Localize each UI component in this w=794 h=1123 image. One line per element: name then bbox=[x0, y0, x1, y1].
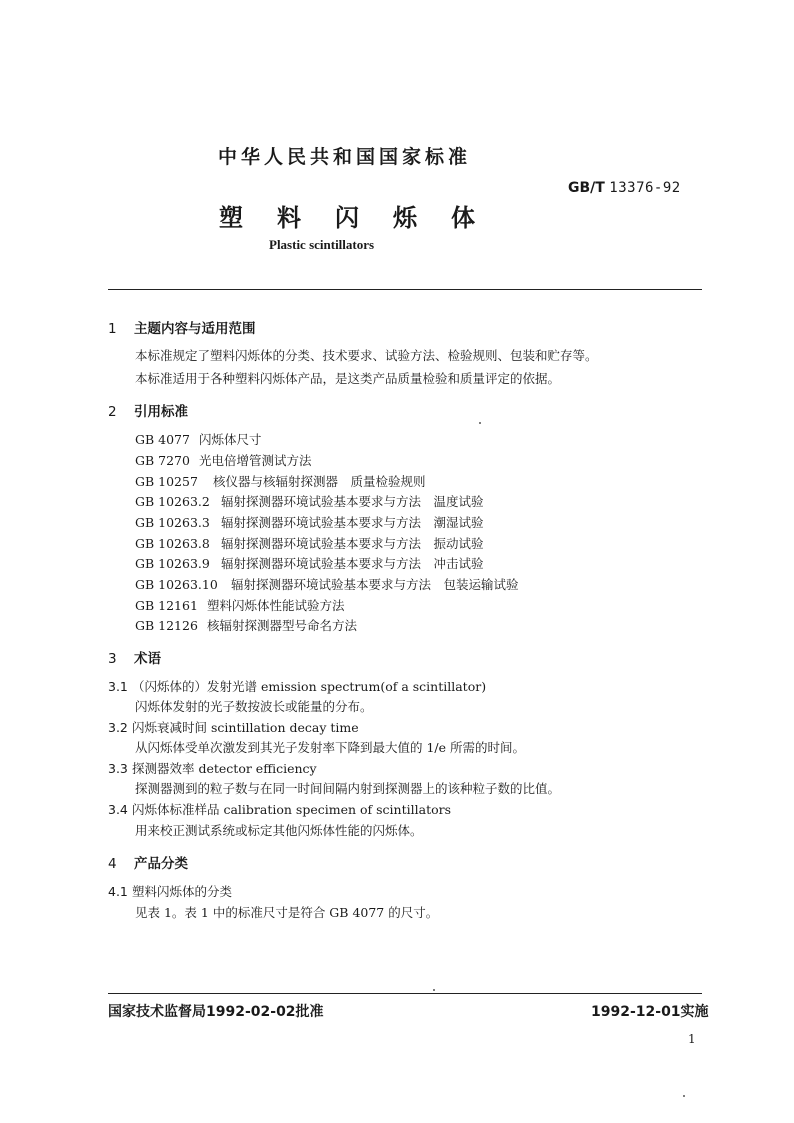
reference-title: 辐射探测器环境试验基本要求与方法 冲击试验 bbox=[221, 556, 484, 571]
term-number: 3.3 bbox=[108, 761, 128, 776]
reference-title: 辐射探测器环境试验基本要求与方法 潮湿试验 bbox=[221, 515, 484, 530]
standard-prefix: GB/T bbox=[568, 180, 605, 196]
reference-item bbox=[135, 596, 345, 614]
term-name: （闪烁体的）发射光谱 emission spectrum(of a scintillator) bbox=[132, 679, 487, 694]
section-title: 主题内容与适用范围 bbox=[134, 321, 256, 337]
section-number: 4 bbox=[108, 856, 117, 872]
reference-code: GB 7270 bbox=[135, 453, 190, 468]
reference-code: GB 10257 bbox=[135, 474, 198, 489]
term-name: 闪烁衰减时间 scintillation decay time bbox=[132, 720, 359, 735]
section-number: 3 bbox=[108, 651, 117, 667]
reference-title: 辐射探测器环境试验基本要求与方法 温度试验 bbox=[221, 494, 484, 509]
reference-item bbox=[135, 430, 262, 448]
term-heading bbox=[108, 677, 486, 695]
term-number: 3.4 bbox=[108, 802, 128, 817]
document-title-en: Plastic scintillators bbox=[269, 237, 375, 252]
reference-code: GB 10263.2 bbox=[135, 494, 210, 509]
reference-item bbox=[135, 554, 484, 572]
reference-code: GB 12126 bbox=[135, 618, 198, 633]
reference-title: 塑料闪烁体性能试验方法 bbox=[207, 598, 345, 613]
approval-date: 国家技术监督局1992-02-02批准 bbox=[108, 1004, 324, 1020]
page-number: 1 bbox=[688, 1032, 696, 1046]
paragraph: 本标准规定了塑料闪烁体的分类、技术要求、试验方法、检验规则、包装和贮存等。 bbox=[135, 348, 598, 363]
section-title: 引用标准 bbox=[134, 404, 188, 420]
section-title: 术语 bbox=[134, 651, 161, 667]
subsection-number: 4.1 bbox=[108, 884, 128, 899]
term-definition: 闪烁体发射的光子数按波长或能量的分布。 bbox=[135, 699, 373, 714]
scan-speck bbox=[433, 989, 435, 991]
document-title-cn: 塑料闪烁体 bbox=[219, 204, 509, 232]
footer-divider bbox=[108, 993, 702, 994]
reference-item bbox=[135, 492, 484, 510]
term-definition: 从闪烁体受单次激发到其光子发射率下降到最大值的 1/e 所需的时间。 bbox=[135, 740, 526, 755]
reference-title: 核辐射探测器型号命名方法 bbox=[207, 618, 358, 633]
reference-code: GB 12161 bbox=[135, 598, 198, 613]
paragraph: 本标准适用于各种塑料闪烁体产品，是这类产品质量检验和质量评定的依据。 bbox=[135, 371, 561, 386]
reference-code: GB 10263.10 bbox=[135, 577, 218, 592]
term-heading bbox=[108, 800, 451, 818]
subsection-title: 塑料闪烁体的分类 bbox=[132, 884, 233, 899]
reference-item bbox=[135, 616, 357, 634]
section-number: 2 bbox=[108, 404, 117, 420]
section-3-heading bbox=[108, 647, 161, 667]
reference-code: GB 10263.9 bbox=[135, 556, 210, 571]
term-definition: 探测器测到的粒子数与在同一时间间隔内射到探测器上的该种粒子数的比值。 bbox=[135, 781, 561, 796]
section-1-heading bbox=[108, 317, 256, 337]
term-name: 探测器效率 detector efficiency bbox=[132, 761, 317, 776]
section-number: 1 bbox=[108, 321, 117, 337]
scan-speck bbox=[683, 1095, 685, 1097]
reference-item bbox=[135, 451, 312, 469]
standard-number bbox=[568, 180, 681, 196]
reference-title: 辐射探测器环境试验基本要求与方法 振动试验 bbox=[221, 536, 484, 551]
section-2-heading bbox=[108, 400, 188, 420]
reference-title: 光电倍增管测试方法 bbox=[199, 453, 312, 468]
reference-item bbox=[135, 513, 484, 531]
term-heading bbox=[108, 759, 317, 777]
term-name: 闪烁体标准样品 calibration specimen of scintillators bbox=[132, 802, 452, 817]
subsection-heading bbox=[108, 882, 232, 900]
header-divider bbox=[108, 289, 702, 290]
reference-title: 辐射探测器环境试验基本要求与方法 包装运输试验 bbox=[231, 577, 519, 592]
reference-code: GB 10263.3 bbox=[135, 515, 210, 530]
reference-code: GB 10263.8 bbox=[135, 536, 210, 551]
scan-speck bbox=[479, 422, 481, 424]
term-number: 3.1 bbox=[108, 679, 128, 694]
paragraph: 见表 1。表 1 中的标准尺寸是符合 GB 4077 的尺寸。 bbox=[135, 905, 439, 920]
term-number: 3.2 bbox=[108, 720, 128, 735]
effective-date: 1992-12-01实施 bbox=[591, 1004, 709, 1020]
reference-item bbox=[135, 575, 519, 593]
standard-code: 13376-92 bbox=[609, 180, 681, 196]
reference-title: 闪烁体尺寸 bbox=[199, 432, 262, 447]
term-heading bbox=[108, 718, 359, 736]
section-title: 产品分类 bbox=[134, 856, 188, 872]
reference-item bbox=[135, 534, 484, 552]
section-4-heading bbox=[108, 852, 188, 872]
reference-item bbox=[135, 472, 426, 490]
reference-code: GB 4077 bbox=[135, 432, 190, 447]
national-standard-heading: 中华人民共和国国家标准 bbox=[218, 146, 472, 168]
reference-title: 核仪器与核辐射探测器 质量检验规则 bbox=[213, 474, 426, 489]
term-definition: 用来校正测试系统或标定其他闪烁体性能的闪烁体。 bbox=[135, 823, 423, 838]
